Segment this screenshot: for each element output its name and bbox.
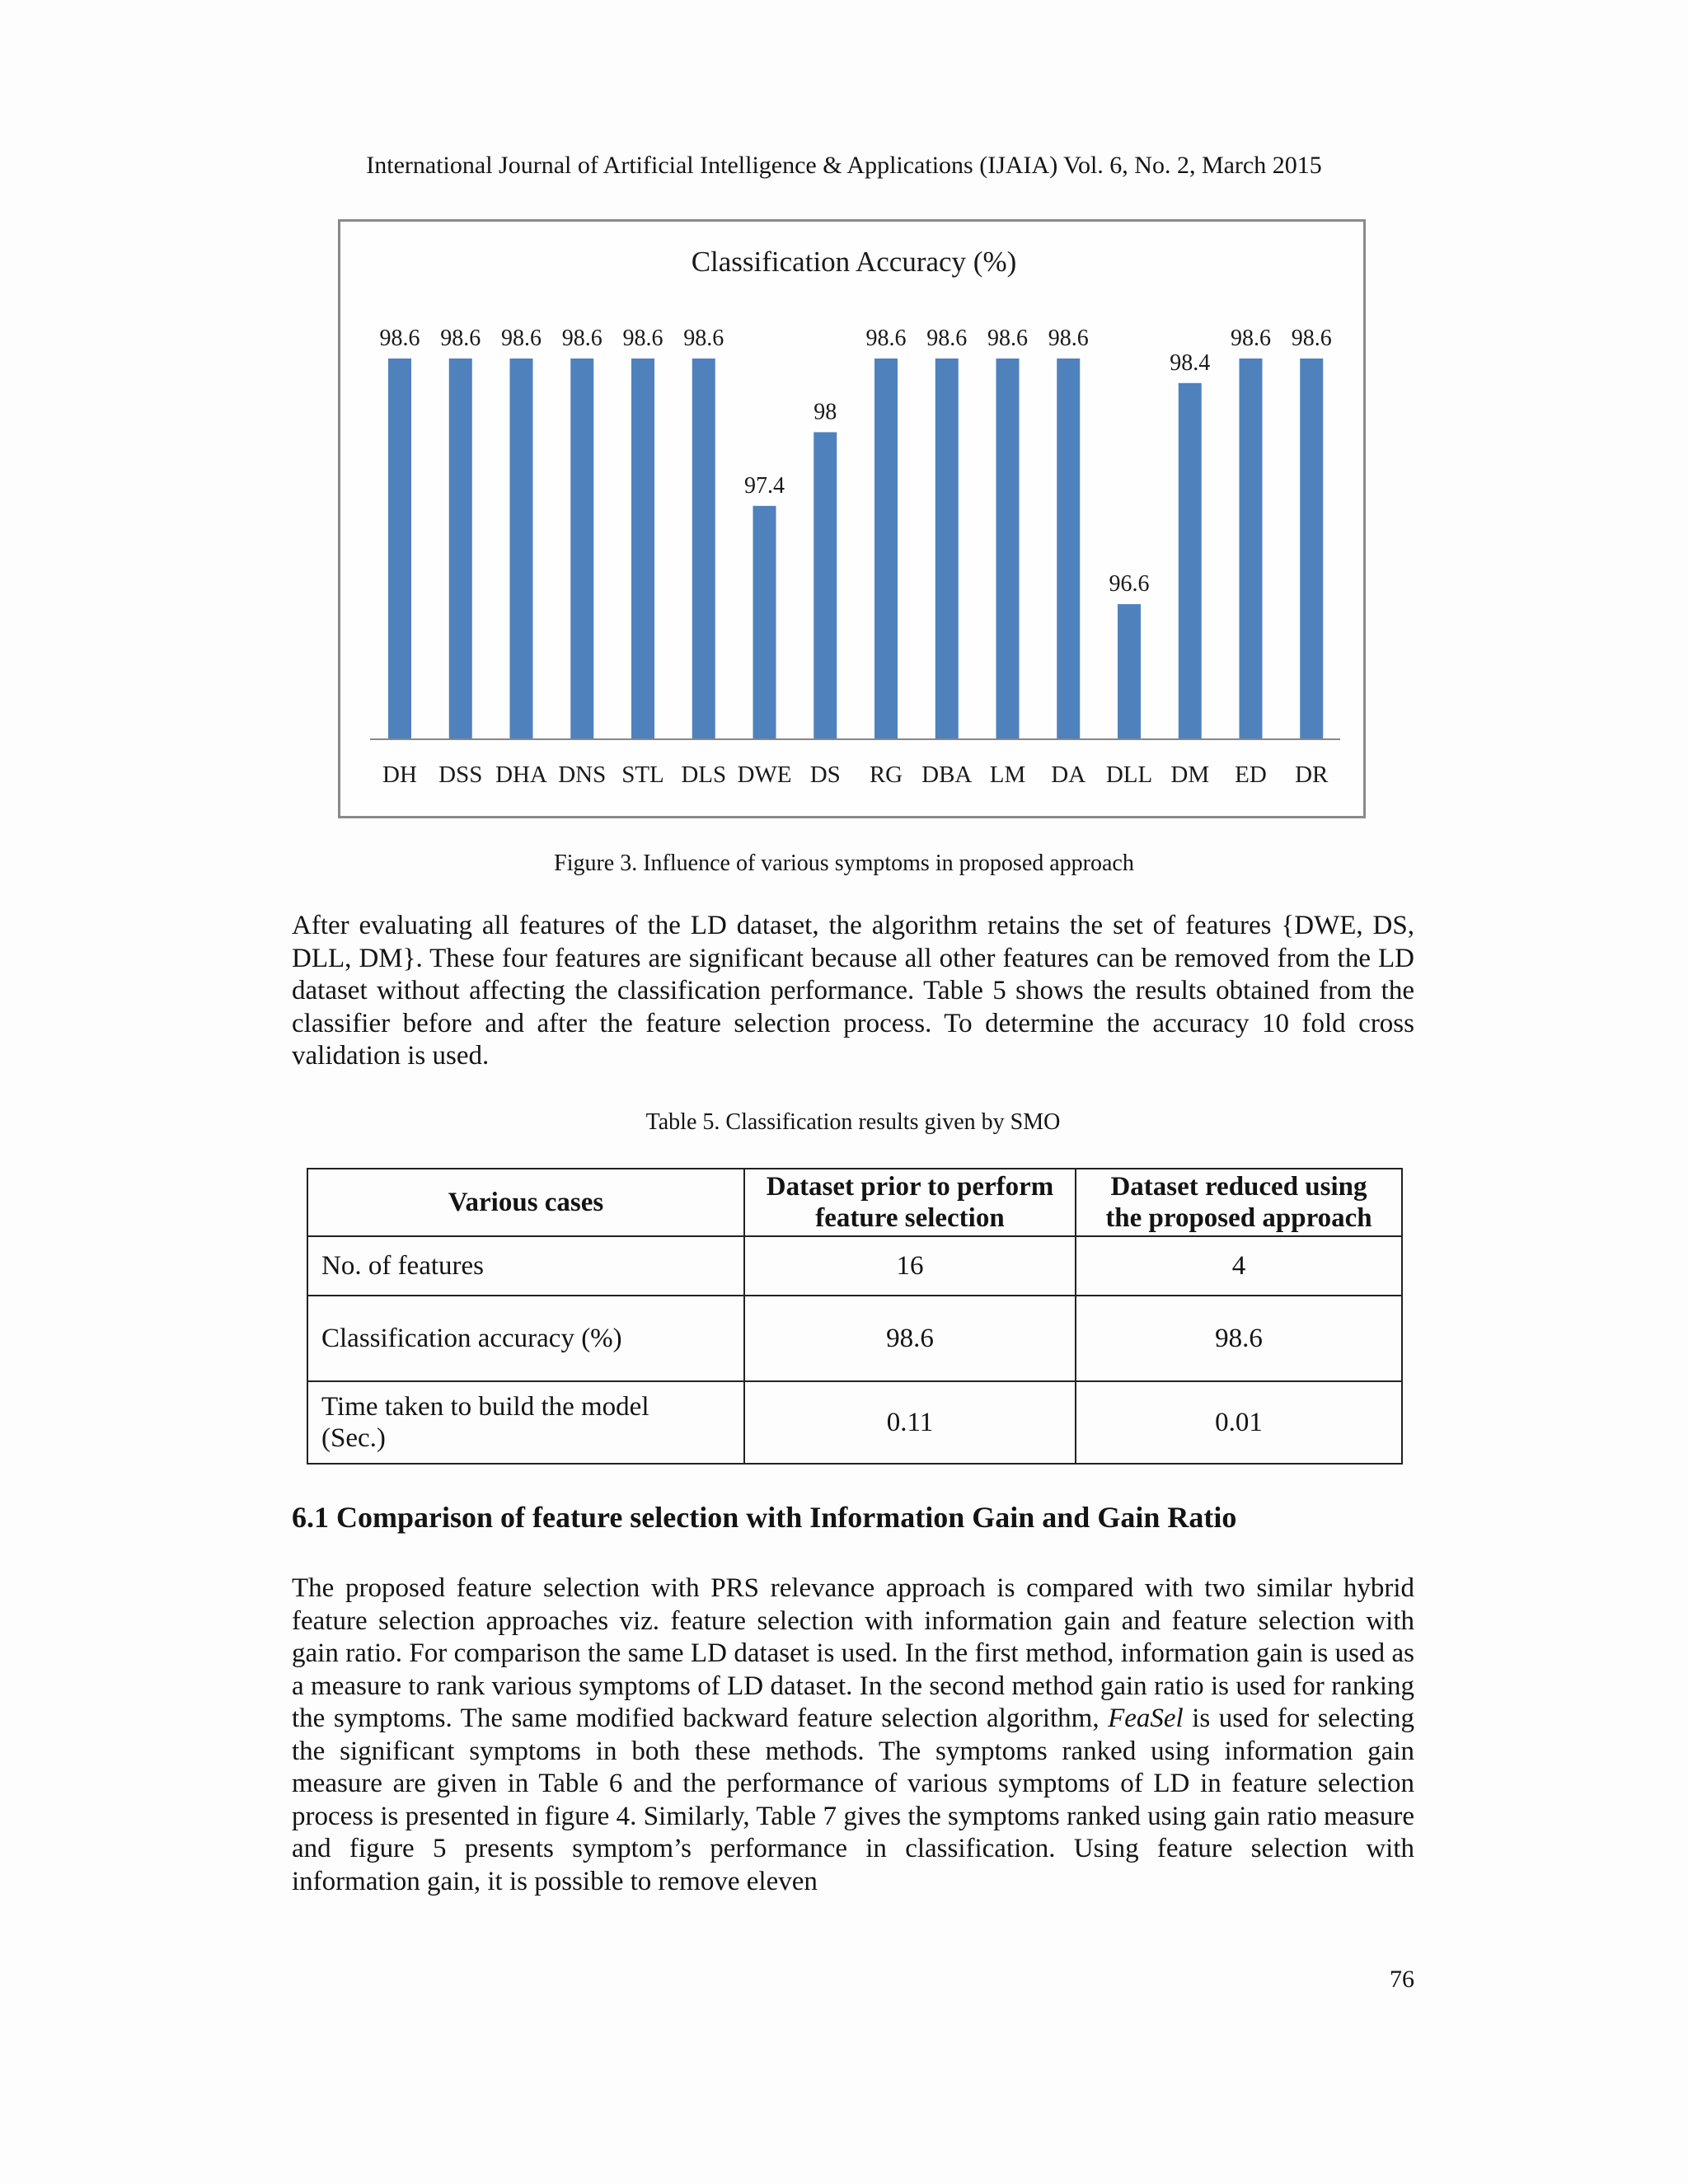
data-label-dh: 98.6 xyxy=(379,326,420,351)
data-label-da: 98.6 xyxy=(1048,326,1089,351)
chart-figure xyxy=(338,219,1366,818)
data-label-rg: 98.6 xyxy=(865,326,907,351)
data-label-dba: 98.6 xyxy=(926,326,968,351)
paragraph-comparison-part2: is used for selecting the significant symptoms in both these methods. The symptoms ranked using information gain measure are given in Table 6 and the performance of various symptoms of LD in feature selection process is presented in figure 4. Similarly, Table 7 gives the symptoms ranked using gain ratio measure and figure 5 presents symptom’s performance in classification. Using feature selection with information gain, it is possible to remove eleven xyxy=(292,1704,1414,1896)
data-label-stl: 98.6 xyxy=(622,326,663,351)
data-label-dll: 96.6 xyxy=(1109,571,1150,598)
cell-case: No. of features xyxy=(307,1236,744,1296)
data-label-dls: 98.6 xyxy=(683,326,724,351)
data-label-dns: 98.6 xyxy=(561,326,603,351)
bar-chart xyxy=(340,222,1363,816)
bar-dll xyxy=(1118,604,1141,739)
results-table xyxy=(307,1168,1403,1465)
tick-label-lm: LM xyxy=(989,762,1026,788)
bar-dh xyxy=(388,359,411,739)
tick-label-dh: DH xyxy=(382,762,417,788)
tick-label-dll: DLL xyxy=(1105,762,1153,788)
table-row xyxy=(307,1296,1402,1381)
tick-label-dss: DSS xyxy=(438,762,483,788)
bar-dha xyxy=(510,359,533,739)
tick-label-dha: DHA xyxy=(495,762,547,788)
bar-dns xyxy=(570,359,593,739)
header-various-cases: Various cases xyxy=(307,1169,744,1236)
bar-ed xyxy=(1240,359,1263,739)
cell-after: 4 xyxy=(1076,1236,1402,1296)
cell-case-line1: Time taken to build the model xyxy=(321,1392,649,1422)
tick-label-rg: RG xyxy=(869,762,903,788)
cell-after: 0.01 xyxy=(1076,1381,1402,1464)
data-label-dss: 98.6 xyxy=(440,326,481,351)
paragraph-results-intro: After evaluating all features of the LD dataset, the algorithm retains the set of features {DWE, DS, DLL, DM}. These four features are significant because all other features can be removed from the LD dataset without affecting the classification performance. Table 5 shows the results obtained from the classifier before and after the feature selection process. To determine the accuracy 10 fold cross validation is used. xyxy=(292,911,1414,1071)
table-row xyxy=(307,1236,1402,1296)
figure-caption: Figure 3. Influence of various symptoms in proposed approach xyxy=(554,851,1134,876)
table-row xyxy=(307,1381,1402,1464)
header-after xyxy=(1076,1169,1402,1236)
tick-label-dwe: DWE xyxy=(737,762,792,788)
tick-label-dls: DLS xyxy=(681,762,727,788)
bar-dss xyxy=(449,359,472,739)
bar-lm xyxy=(996,359,1020,739)
bar-dba xyxy=(935,359,959,739)
header-after-line2: the proposed approach xyxy=(1105,1203,1372,1233)
bar-dwe xyxy=(753,506,776,739)
bar-dr xyxy=(1300,359,1323,739)
bar-dm xyxy=(1179,383,1202,739)
table-header-row xyxy=(307,1169,1402,1236)
cell-before: 98.6 xyxy=(744,1296,1076,1381)
tick-label-dm: DM xyxy=(1170,762,1210,788)
running-header: International Journal of Artificial Intelligence & Applications (IJAIA) Vol. 6, No. 2, March 2015 xyxy=(366,152,1322,179)
cell-case-line2: (Sec.) xyxy=(321,1423,386,1453)
page-number: 76 xyxy=(1390,1966,1414,1993)
tick-label-ed: ED xyxy=(1235,762,1267,788)
bar-stl xyxy=(631,359,654,739)
tick-label-ds: DS xyxy=(809,762,841,788)
data-label-dha: 98.6 xyxy=(501,326,542,351)
tick-label-dba: DBA xyxy=(921,762,973,788)
tick-label-dns: DNS xyxy=(558,762,607,788)
chart-title: Classification Accuracy (%) xyxy=(691,246,1017,278)
header-before xyxy=(744,1169,1076,1236)
tick-label-da: DA xyxy=(1051,762,1086,788)
bar-rg xyxy=(874,359,898,739)
header-after-line1: Dataset reduced using xyxy=(1110,1172,1367,1202)
data-label-ed: 98.6 xyxy=(1231,326,1271,351)
cell-after: 98.6 xyxy=(1076,1296,1402,1381)
data-label-dwe: 97.4 xyxy=(744,472,785,499)
bar-dls xyxy=(692,359,715,739)
paragraph-comparison xyxy=(292,1572,1414,1898)
tick-label-dr: DR xyxy=(1295,762,1329,788)
header-before-line2: feature selection xyxy=(815,1203,1005,1233)
cell-case: Classification accuracy (%) xyxy=(307,1296,744,1381)
bar-da xyxy=(1057,359,1080,739)
cell-before: 0.11 xyxy=(744,1381,1076,1464)
tick-label-stl: STL xyxy=(621,762,664,788)
section-heading: 6.1 Comparison of feature selection with Information Gain and Gain Ratio xyxy=(292,1501,1237,1534)
header-before-line1: Dataset prior to perform xyxy=(766,1172,1054,1202)
feasel-term: FeaSel xyxy=(1108,1704,1184,1733)
bar-ds xyxy=(814,432,837,739)
data-label-dm: 98.4 xyxy=(1170,349,1211,376)
data-label-lm: 98.6 xyxy=(987,326,1028,351)
data-label-dr: 98.6 xyxy=(1291,326,1332,351)
table-caption: Table 5. Classification results given by SMO xyxy=(645,1109,1061,1135)
cell-case xyxy=(307,1381,744,1464)
paragraph-comparison-part1: The proposed feature selection with PRS relevance approach is compared with two similar hybrid feature selection approaches viz. feature selection with information gain and feature selection with gain ratio. For comparison the same LD dataset is used. In the first method, information gain is used as a measure to rank various symptoms of LD dataset. In the second method gain ratio is used for ranking the symptoms. The same modified backward feature selection algorithm, xyxy=(292,1573,1414,1733)
cell-before: 16 xyxy=(744,1236,1076,1296)
data-label-ds: 98 xyxy=(814,399,837,425)
